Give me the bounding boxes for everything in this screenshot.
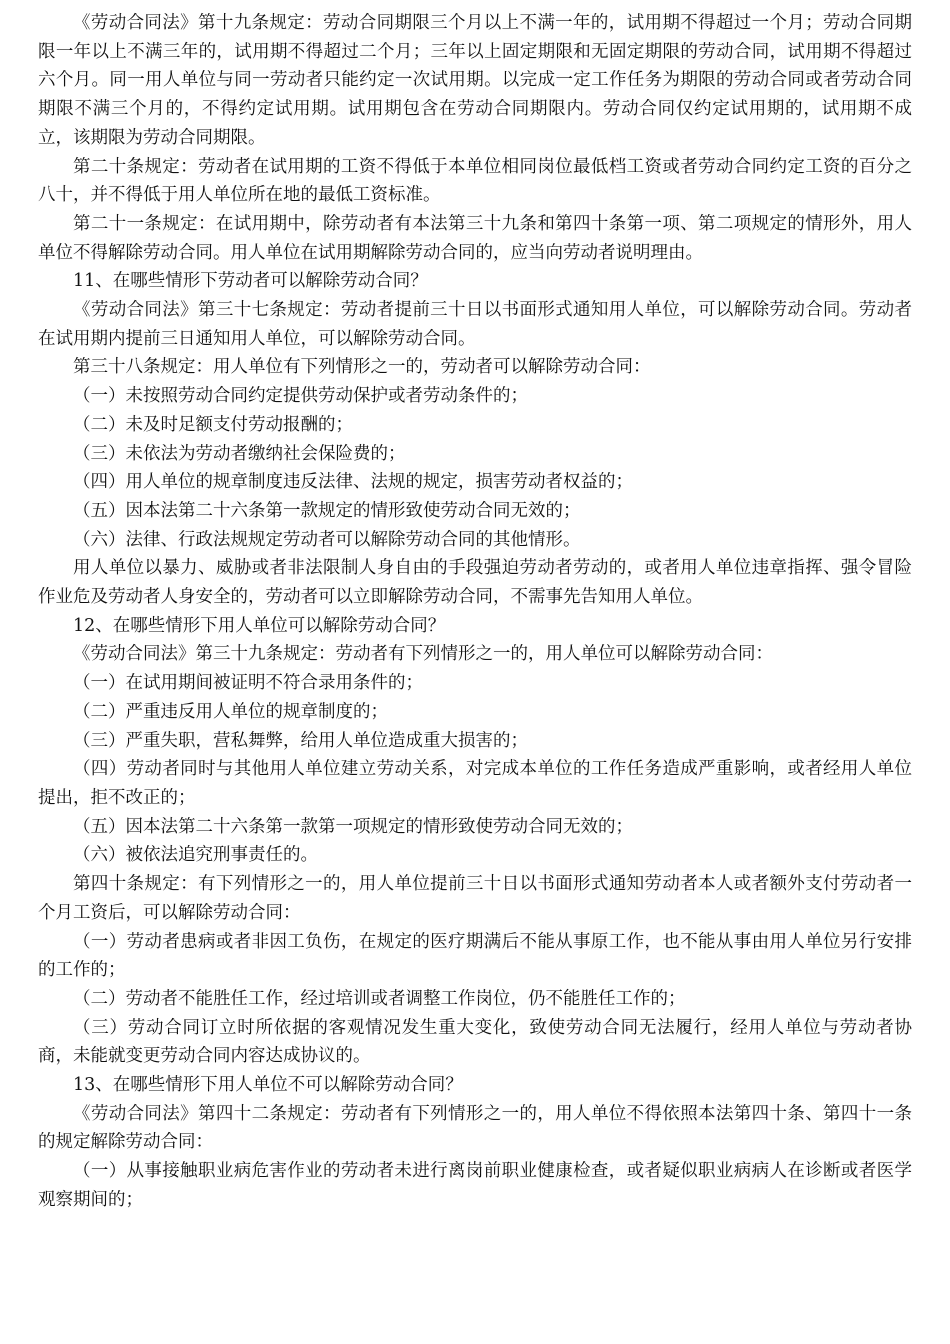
- list-item: （二）严重违反用人单位的规章制度的；: [73, 701, 388, 722]
- list-item: （三）未依法为劳动者缴纳社会保险费的；: [73, 443, 406, 464]
- list-item: （五）因本法第二十六条第一款第一项规定的情形致使劳动合同无效的；: [73, 816, 633, 837]
- list-item: （二）劳动者不能胜任工作，经过培训或者调整工作岗位，仍不能胜任工作的；: [73, 988, 686, 1009]
- paragraph-article-21: 第二十一条规定：在试用期中，除劳动者有本法第三十九条和第四十条第一项、第二项规定的情形外，用人单位不得解除劳动合同。用人单位在试用期解除劳动合同的，应当向劳动者说明理由。: [38, 213, 912, 263]
- list-item: （四）劳动者同时与其他用人单位建立劳动关系，对完成本单位的工作任务造成严重影响，或者经用人单位提出，拒不改正的；: [38, 759, 912, 808]
- list-item: （二）未及时足额支付劳动报酬的；: [73, 414, 353, 435]
- question-12-heading: 12、在哪些情形下用人单位可以解除劳动合同？: [73, 615, 446, 636]
- list-item: （一）未按照劳动合同约定提供劳动保护或者劳动条件的；: [73, 386, 528, 407]
- paragraph-article-19: 《劳动合同法》第十九条规定：劳动合同期限三个月以上不满一年的，试用期不得超过一个月；劳动合同期限一年以上不满三年的，试用期不得超过二个月；三年以上固定期限和无固定期限的劳动合同，试用期不得超过六个月。同一用人单位与同一劳动者只能约定一次试用期。以完成一定工作任务为期限的劳动合同或者劳动合同期限不满三个月的，不得约定试用期。试用期包含在劳动合同期限内。劳动合同仅约定试用期的，试用期不成立，该期限为劳动合同期限。: [38, 13, 912, 148]
- list-item: （一）从事接触职业病危害作业的劳动者未进行离岗前职业健康检查，或者疑似职业病病人在诊断或者医学观察期间的；: [38, 1161, 912, 1210]
- paragraph-article-38-intro: 第三十八条规定：用人单位有下列情形之一的，劳动者可以解除劳动合同：: [73, 357, 651, 378]
- list-item: （三）劳动合同订立时所依据的客观情况发生重大变化，致使劳动合同无法履行，经用人单位与劳动者协商，未能就变更劳动合同内容达成协议的。: [38, 1017, 912, 1067]
- list-item: （四）用人单位的规章制度违反法律、法规的规定，损害劳动者权益的；: [73, 472, 633, 493]
- paragraph-immediate-termination: 用人单位以暴力、威胁或者非法限制人身自由的手段强迫劳动者劳动的，或者用人单位违章指挥、强令冒险作业危及劳动者人身安全的，劳动者可以立即解除劳动合同，不需事先告知用人单位。: [38, 558, 912, 608]
- list-item: （一）劳动者患病或者非因工负伤，在规定的医疗期满后不能从事原工作，也不能从事由用人单位另行安排的工作的；: [38, 931, 912, 981]
- question-13-heading: 13、在哪些情形下用人单位不可以解除劳动合同？: [73, 1075, 463, 1096]
- list-item: （五）因本法第二十六条第一款规定的情形致使劳动合同无效的；: [73, 500, 581, 521]
- list-item: （六）法律、行政法规规定劳动者可以解除劳动合同的其他情形。: [73, 529, 581, 550]
- paragraph-article-37: 《劳动合同法》第三十七条规定：劳动者提前三十日以书面形式通知用人单位，可以解除劳动合同。劳动者在试用期内提前三日通知用人单位，可以解除劳动合同。: [38, 300, 912, 349]
- document-page: [38, 9, 912, 1215]
- list-item: （六）被依法追究刑事责任的。: [73, 845, 318, 866]
- list-item: （一）在试用期间被证明不符合录用条件的；: [73, 673, 423, 694]
- paragraph-article-20: 第二十条规定：劳动者在试用期的工资不得低于本单位相同岗位最低档工资或者劳动合同约定工资的百分之八十，并不得低于用人单位所在地的最低工资标准。: [38, 156, 912, 206]
- paragraph-article-40-intro: 第四十条规定：有下列情形之一的，用人单位提前三十日以书面形式通知劳动者本人或者额外支付劳动者一个月工资后，可以解除劳动合同：: [38, 874, 912, 923]
- list-item: （三）严重失职，营私舞弊，给用人单位造成重大损害的；: [73, 730, 528, 751]
- question-11-heading: 11、在哪些情形下劳动者可以解除劳动合同？: [73, 271, 428, 292]
- paragraph-article-39-intro: 《劳动合同法》第三十九条规定：劳动者有下列情形之一的，用人单位可以解除劳动合同：: [73, 644, 773, 665]
- paragraph-article-42-intro: 《劳动合同法》第四十二条规定：劳动者有下列情形之一的，用人单位不得依照本法第四十条、第四十一条的规定解除劳动合同：: [38, 1103, 912, 1153]
